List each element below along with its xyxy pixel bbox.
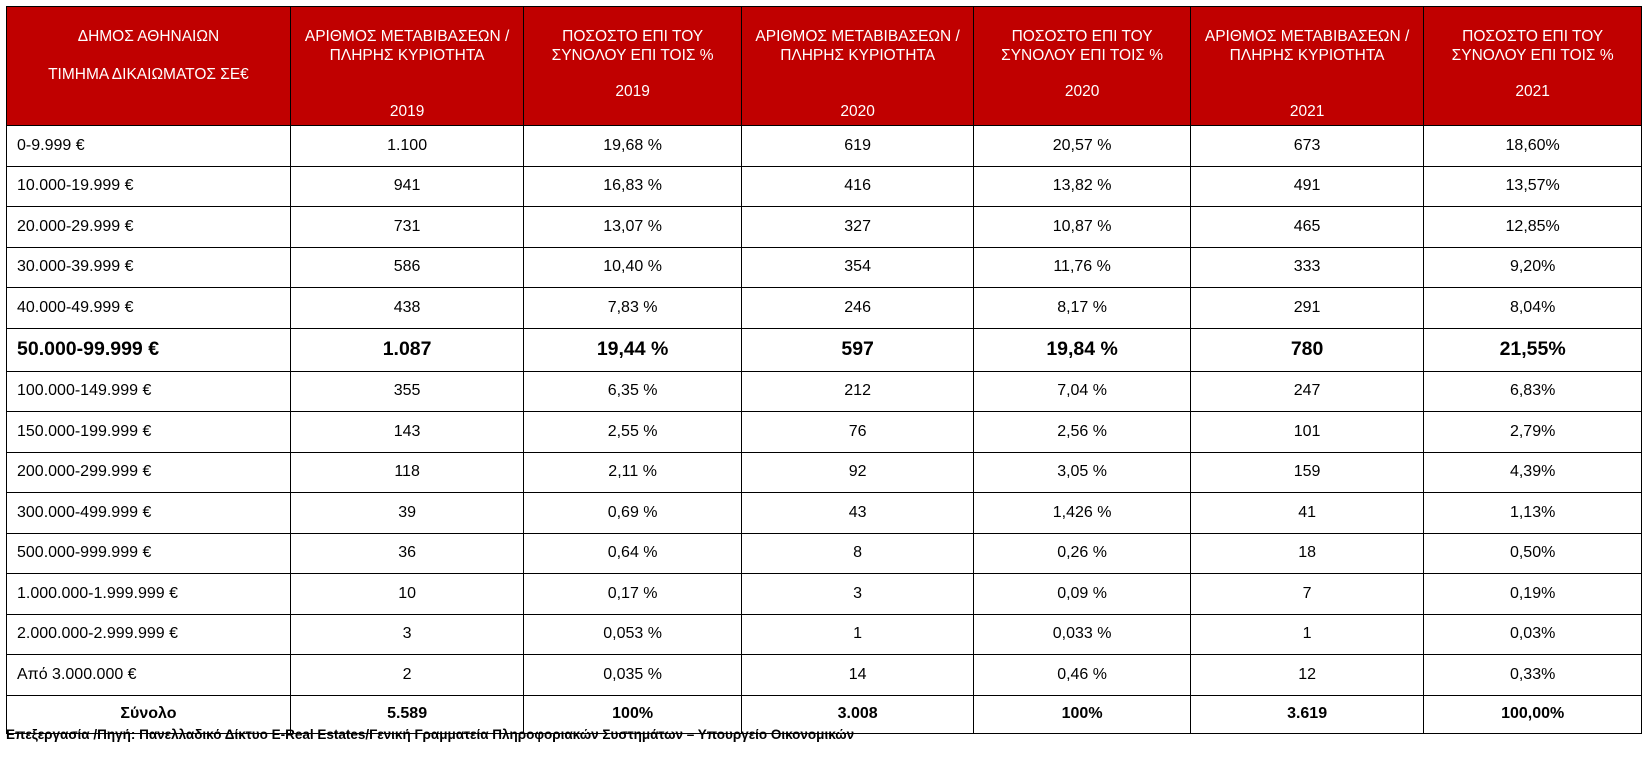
header-year: 2019 — [389, 103, 425, 120]
percent-2021-cell: 12,85% — [1424, 207, 1642, 248]
percent-2021-cell: 1,13% — [1424, 493, 1642, 534]
percent-2019-cell: 13,07 % — [524, 207, 742, 248]
price-range-cell: 2.000.000-2.999.999 € — [7, 614, 291, 655]
total-label-cell: Σύνολο — [7, 695, 291, 733]
percent-2019-cell: 0,17 % — [524, 574, 742, 615]
percent-2020-cell: 8,17 % — [974, 288, 1191, 329]
percent-2020-cell: 7,04 % — [974, 371, 1191, 412]
percent-2019-cell: 7,83 % — [524, 288, 742, 329]
header-percent-2019 — [524, 7, 742, 126]
percent-2020-cell: 19,84 % — [974, 328, 1191, 371]
percent-2021-cell: 18,60% — [1424, 126, 1642, 167]
header-year: 2020 — [1064, 83, 1100, 100]
percent-2019-cell: 0,053 % — [524, 614, 742, 655]
table-row — [7, 247, 1642, 288]
count-2019-cell: 438 — [290, 288, 523, 329]
count-2021-cell: 41 — [1190, 493, 1423, 534]
table-row-highlighted — [7, 328, 1642, 371]
count-2021-cell: 12 — [1190, 655, 1423, 696]
price-range-cell: 300.000-499.999 € — [7, 493, 291, 534]
count-2019-cell: 586 — [290, 247, 523, 288]
table-row — [7, 288, 1642, 329]
count-2020-cell: 92 — [741, 452, 973, 493]
count-2019-cell: 2 — [290, 655, 523, 696]
total-count-2020-cell: 3.008 — [741, 695, 973, 733]
header-row — [7, 7, 1642, 126]
header-price-label: ΤΙΜΗΜΑ ΔΙΚΑΙΩΜΑΤΟΣ ΣΕ€ — [48, 66, 249, 83]
header-label: ΑΡΙΘΜΟΣ ΜΕΤΑΒΙΒΑΣΕΩΝ / ΠΛΗΡΗΣ ΚΥΡΙΟΤΗΤΑ — [755, 28, 960, 64]
total-percent-2021-cell: 100,00% — [1424, 695, 1642, 733]
price-range-cell: 1.000.000-1.999.999 € — [7, 574, 291, 615]
count-2019-cell: 731 — [290, 207, 523, 248]
percent-2021-cell: 21,55% — [1424, 328, 1642, 371]
table-row — [7, 533, 1642, 574]
header-year: 2021 — [1515, 83, 1550, 100]
count-2019-cell: 118 — [290, 452, 523, 493]
header-percent-2020 — [974, 7, 1191, 126]
table-row — [7, 574, 1642, 615]
header-year: 2019 — [615, 83, 650, 100]
header-label: ΑΡΙΘΜΟΣ ΜΕΤΑΒΙΒΑΣΕΩΝ / ΠΛΗΡΗΣ ΚΥΡΙΟΤΗΤΑ — [304, 28, 510, 64]
price-range-cell: Από 3.000.000 € — [7, 655, 291, 696]
total-count-2021-cell: 3.619 — [1190, 695, 1423, 733]
count-2019-cell: 143 — [290, 412, 523, 453]
count-2021-cell: 1 — [1190, 614, 1423, 655]
table-row — [7, 655, 1642, 696]
percent-2019-cell: 0,69 % — [524, 493, 742, 534]
count-2020-cell: 212 — [741, 371, 973, 412]
percent-2020-cell: 2,56 % — [974, 412, 1191, 453]
count-2021-cell: 101 — [1190, 412, 1423, 453]
header-municipality: ΔΗΜΟΣ ΑΘΗΝΑΙΩΝ — [77, 28, 220, 45]
count-2020-cell: 14 — [741, 655, 973, 696]
percent-2019-cell: 19,68 % — [524, 126, 742, 167]
count-2021-cell: 291 — [1190, 288, 1423, 329]
price-range-cell: 500.000-999.999 € — [7, 533, 291, 574]
header-year: 2020 — [840, 103, 875, 120]
price-range-cell: 200.000-299.999 € — [7, 452, 291, 493]
header-label: ΠΟΣΟΣΤΟ ΕΠΙ ΤΟΥ ΣΥΝΟΛΟΥ ΕΠΙ ΤΟΙΣ % — [1451, 28, 1614, 64]
count-2020-cell: 246 — [741, 288, 973, 329]
table-row — [7, 412, 1642, 453]
percent-2021-cell: 0,50% — [1424, 533, 1642, 574]
percent-2019-cell: 0,64 % — [524, 533, 742, 574]
count-2019-cell: 3 — [290, 614, 523, 655]
count-2020-cell: 327 — [741, 207, 973, 248]
percent-2020-cell: 10,87 % — [974, 207, 1191, 248]
percent-2021-cell: 2,79% — [1424, 412, 1642, 453]
percent-2021-cell: 4,39% — [1424, 452, 1642, 493]
percent-2021-cell: 0,19% — [1424, 574, 1642, 615]
header-year: 2021 — [1289, 103, 1325, 120]
percent-2021-cell: 8,04% — [1424, 288, 1642, 329]
percent-2020-cell: 0,033 % — [974, 614, 1191, 655]
table-row — [7, 452, 1642, 493]
percent-2020-cell: 20,57 % — [974, 126, 1191, 167]
count-2019-cell: 10 — [290, 574, 523, 615]
percent-2021-cell: 13,57% — [1424, 166, 1642, 207]
count-2021-cell: 333 — [1190, 247, 1423, 288]
price-range-cell: 150.000-199.999 € — [7, 412, 291, 453]
header-label: ΑΡΙΘΜΟΣ ΜΕΤΑΒΙΒΑΣΕΩΝ / ΠΛΗΡΗΣ ΚΥΡΙΟΤΗΤΑ — [1204, 28, 1410, 64]
price-range-cell: 100.000-149.999 € — [7, 371, 291, 412]
count-2020-cell: 43 — [741, 493, 973, 534]
count-2019-cell: 355 — [290, 371, 523, 412]
table-row — [7, 493, 1642, 534]
count-2021-cell: 780 — [1190, 328, 1423, 371]
table-row — [7, 614, 1642, 655]
table-row — [7, 126, 1642, 167]
price-range-cell: 30.000-39.999 € — [7, 247, 291, 288]
count-2020-cell: 597 — [741, 328, 973, 371]
percent-2020-cell: 0,26 % — [974, 533, 1191, 574]
total-percent-2020-cell: 100% — [974, 695, 1191, 733]
table-row — [7, 207, 1642, 248]
percent-2020-cell: 3,05 % — [974, 452, 1191, 493]
transfers-table — [6, 6, 1642, 734]
count-2019-cell: 39 — [290, 493, 523, 534]
count-2020-cell: 1 — [741, 614, 973, 655]
percent-2020-cell: 0,46 % — [974, 655, 1191, 696]
count-2021-cell: 465 — [1190, 207, 1423, 248]
header-label: ΠΟΣΟΣΤΟ ΕΠΙ ΤΟΥ ΣΥΝΟΛΟΥ ΕΠΙ ΤΟΙΣ % — [1001, 28, 1164, 64]
count-2021-cell: 159 — [1190, 452, 1423, 493]
count-2021-cell: 673 — [1190, 126, 1423, 167]
count-2021-cell: 491 — [1190, 166, 1423, 207]
percent-2019-cell: 6,35 % — [524, 371, 742, 412]
percent-2020-cell: 1,426 % — [974, 493, 1191, 534]
price-range-cell: 0-9.999 € — [7, 126, 291, 167]
count-2021-cell: 247 — [1190, 371, 1423, 412]
percent-2019-cell: 16,83 % — [524, 166, 742, 207]
price-range-cell: 20.000-29.999 € — [7, 207, 291, 248]
source-note: Επεξεργασία /Πηγή: Πανελλαδικό Δίκτυο E-Real Estates/Γενική Γραμματεία Πληροφοριακών Συστημάτων – Υπουργείο Οικονομικών — [6, 727, 855, 742]
count-2019-cell: 1.087 — [290, 328, 523, 371]
table-row — [7, 371, 1642, 412]
percent-2020-cell: 11,76 % — [974, 247, 1191, 288]
count-2019-cell: 941 — [290, 166, 523, 207]
header-count-2019 — [290, 7, 523, 126]
percent-2019-cell: 19,44 % — [524, 328, 742, 371]
total-count-2019-cell: 5.589 — [290, 695, 523, 733]
percent-2021-cell: 9,20% — [1424, 247, 1642, 288]
count-2019-cell: 36 — [290, 533, 523, 574]
price-range-cell: 40.000-49.999 € — [7, 288, 291, 329]
count-2021-cell: 18 — [1190, 533, 1423, 574]
count-2020-cell: 8 — [741, 533, 973, 574]
percent-2019-cell: 2,11 % — [524, 452, 742, 493]
header-count-2021 — [1190, 7, 1423, 126]
total-percent-2019-cell: 100% — [524, 695, 742, 733]
table-row — [7, 166, 1642, 207]
percent-2020-cell: 13,82 % — [974, 166, 1191, 207]
count-2021-cell: 7 — [1190, 574, 1423, 615]
count-2020-cell: 354 — [741, 247, 973, 288]
percent-2019-cell: 0,035 % — [524, 655, 742, 696]
header-price-range — [7, 7, 291, 126]
count-2019-cell: 1.100 — [290, 126, 523, 167]
percent-2019-cell: 10,40 % — [524, 247, 742, 288]
percent-2021-cell: 0,33% — [1424, 655, 1642, 696]
count-2020-cell: 416 — [741, 166, 973, 207]
header-label: ΠΟΣΟΣΤΟ ΕΠΙ ΤΟΥ ΣΥΝΟΛΟΥ ΕΠΙ ΤΟΙΣ % — [551, 28, 714, 64]
percent-2021-cell: 0,03% — [1424, 614, 1642, 655]
percent-2020-cell: 0,09 % — [974, 574, 1191, 615]
percent-2019-cell: 2,55 % — [524, 412, 742, 453]
percent-2021-cell: 6,83% — [1424, 371, 1642, 412]
price-range-cell: 50.000-99.999 € — [7, 328, 291, 371]
count-2020-cell: 3 — [741, 574, 973, 615]
header-count-2020 — [741, 7, 973, 126]
header-percent-2021 — [1424, 7, 1642, 126]
price-range-cell: 10.000-19.999 € — [7, 166, 291, 207]
count-2020-cell: 76 — [741, 412, 973, 453]
count-2020-cell: 619 — [741, 126, 973, 167]
